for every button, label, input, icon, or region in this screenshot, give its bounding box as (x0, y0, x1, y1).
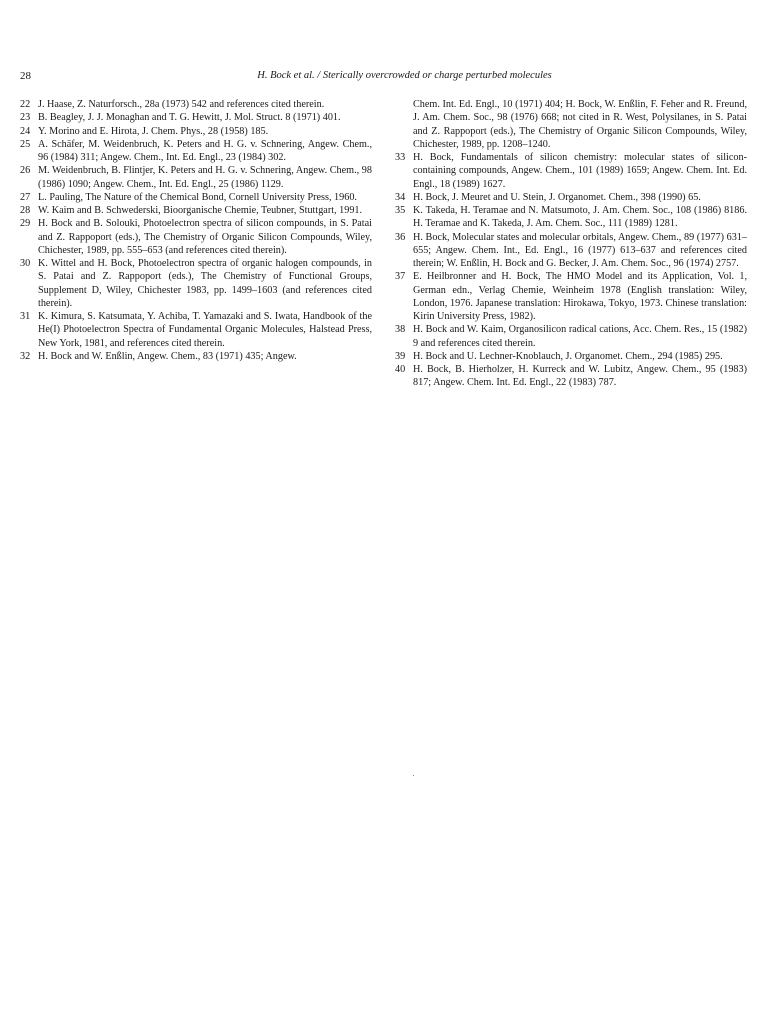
stray-mark (413, 775, 414, 776)
reference-text: M. Weidenbruch, B. Flintjer, K. Peters and H. G. v. Schnering, Angew. Chem., 98 (1986) 1090; Angew. Chem., Int. Ed. Engl., 25 (1986) 1129. (38, 165, 372, 190)
reference-entry (20, 111, 372, 124)
reference-entry (20, 257, 372, 310)
reference-text: K. Takeda, H. Teramae and N. Matsumoto, J. Am. Chem. Soc., 108 (1986) 8186. H. Teramae and K. Takeda, J. Am. Chem. Soc., 111 (1989) 1281. (413, 205, 747, 230)
reference-text: H. Bock and B. Solouki, Photoelectron spectra of silicon compounds, in S. Patai and Z. Rappoport (eds.), The Chemistry of Organic Silicon Compounds, Wiley, Chichester, 1989, pp. 555–653 (and references cited therein). (38, 218, 372, 256)
reference-entry (20, 217, 372, 257)
reference-number: 24 (20, 125, 31, 137)
reference-entry (395, 204, 747, 231)
reference-number: 33 (395, 152, 406, 163)
reference-number: 35 (395, 205, 406, 216)
reference-text: H. Bock and W. Enßlin, Angew. Chem., 83 (1971) 435; Angew. (38, 350, 297, 362)
reference-number: 23 (20, 112, 31, 124)
reference-number: 36 (395, 231, 406, 243)
reference-number: 28 (20, 205, 31, 216)
reference-entry (395, 231, 747, 271)
reference-entry (20, 98, 372, 111)
reference-entry (20, 204, 372, 217)
reference-text: H. Bock and W. Kaim, Organosilicon radical cations, Acc. Chem. Res., 15 (1982) 9 and references cited therein. (413, 324, 747, 349)
reference-text: K. Kimura, S. Katsumata, Y. Achiba, T. Yamazaki and S. Iwata, Handbook of the He(I) Photoelectron Spectra of Fundamental Organic Molecules, Halstead Press, New York, 1981, and references cited therein. (38, 311, 372, 349)
reference-entry (395, 323, 747, 350)
reference-entry (20, 125, 372, 138)
reference-entry (395, 363, 747, 390)
reference-number: 30 (20, 258, 31, 269)
reference-entry (395, 98, 747, 151)
reference-number: 29 (20, 218, 31, 230)
reference-text: H. Bock, J. Meuret and U. Stein, J. Organomet. Chem., 398 (1990) 65. (413, 191, 701, 203)
reference-text: B. Beagley, J. J. Monaghan and T. G. Hewitt, J. Mol. Struct. 8 (1971) 401. (38, 112, 341, 124)
references-left-column (20, 98, 372, 363)
reference-entry (395, 270, 747, 323)
reference-text: L. Pauling, The Nature of the Chemical Bond, Cornell University Press, 1960. (38, 191, 357, 203)
running-head: H. Bock et al. / Sterically overcrowded or charge perturbed molecules (257, 70, 552, 81)
reference-number: 27 (20, 191, 31, 203)
reference-number: 31 (20, 311, 31, 322)
reference-entry (20, 310, 372, 350)
reference-number: 32 (20, 350, 31, 362)
reference-text: H. Bock, Molecular states and molecular orbitals, Angew. Chem., 89 (1977) 631–655; Angew. Chem. Int., Ed. Engl., 16 (1977) 613–637 and references cited therein; W. Enßlin, H. Bock and G. Becker, J. Am. Chem. Soc., 96 (1974) 2757. (413, 231, 747, 269)
reference-entry (20, 164, 372, 191)
reference-entry (395, 350, 747, 363)
reference-number: 34 (395, 191, 406, 203)
reference-text: A. Schäfer, M. Weidenbruch, K. Peters and H. G. v. Schnering, Angew. Chem., 96 (1984) 311; Angew. Chem., Int. Ed. Engl., 23 (1984) 302. (38, 138, 372, 163)
reference-text: Y. Morino and E. Hirota, J. Chem. Phys., 28 (1958) 185. (38, 125, 269, 137)
reference-number: 37 (395, 271, 406, 283)
reference-text: H. Bock and U. Lechner-Knoblauch, J. Organomet. Chem., 294 (1985) 295. (413, 350, 723, 362)
reference-text: K. Wittel and H. Bock, Photoelectron spectra of organic halogen compounds, in S. Patai and Z. Rappoport (eds.), The Chemistry of Functional Groups, Supplement D, Wiley, Chichester 1983, pp. 1499–1603 (and references cited therein). (38, 258, 372, 309)
reference-text: Chem. Int. Ed. Engl., 10 (1971) 404; H. Bock, W. Enßlin, F. Feher and R. Freund, J. Am. Chem. Soc., 98 (1976) 668; not cited in R. West, Polysilanes, in S. Patai and Z. Rappoport (eds.), The Chemistry of Organic Silicon Compounds, Wiley, Chichester, 1989, pp. 1208–1240. (413, 99, 747, 150)
reference-text: E. Heilbronner and H. Bock, The HMO Model and its Application, Vol. 1, German edn., Verlag Chemie, Weinheim 1978 (English translation: Wiley, London, 1976. Japanese translation: Hirokawa, Tokyo, 1973. Chinese translation: Kirin University Press, 1982). (413, 271, 747, 322)
reference-number: 40 (395, 364, 406, 375)
reference-entry (395, 151, 747, 191)
reference-entry (20, 191, 372, 204)
reference-text: H. Bock, B. Hierholzer, H. Kurreck and W. Lubitz, Angew. Chem., 95 (1983) 817; Angew. Chem. Int. Ed. Engl., 22 (1983) 787. (413, 364, 747, 389)
reference-number: 25 (20, 138, 31, 150)
reference-entry (20, 138, 372, 165)
reference-number: 26 (20, 165, 31, 177)
reference-number: 22 (20, 99, 31, 110)
reference-number: 39 (395, 350, 406, 362)
reference-text: W. Kaim and B. Schwederski, Bioorganische Chemie, Teubner, Stuttgart, 1991. (38, 205, 363, 216)
reference-number: 38 (395, 324, 406, 336)
reference-entry (395, 191, 747, 204)
reference-text: H. Bock, Fundamentals of silicon chemistry: molecular states of silicon-containing compounds, Angew. Chem., 101 (1989) 1659; Angew. Chem. Int. Ed. Engl., 18 (1989) 1627. (413, 152, 747, 190)
references-right-column (395, 98, 747, 390)
page-number: 28 (20, 70, 31, 82)
reference-text: J. Haase, Z. Naturforsch., 28a (1973) 542 and references cited therein. (38, 99, 325, 110)
reference-entry (20, 350, 372, 363)
